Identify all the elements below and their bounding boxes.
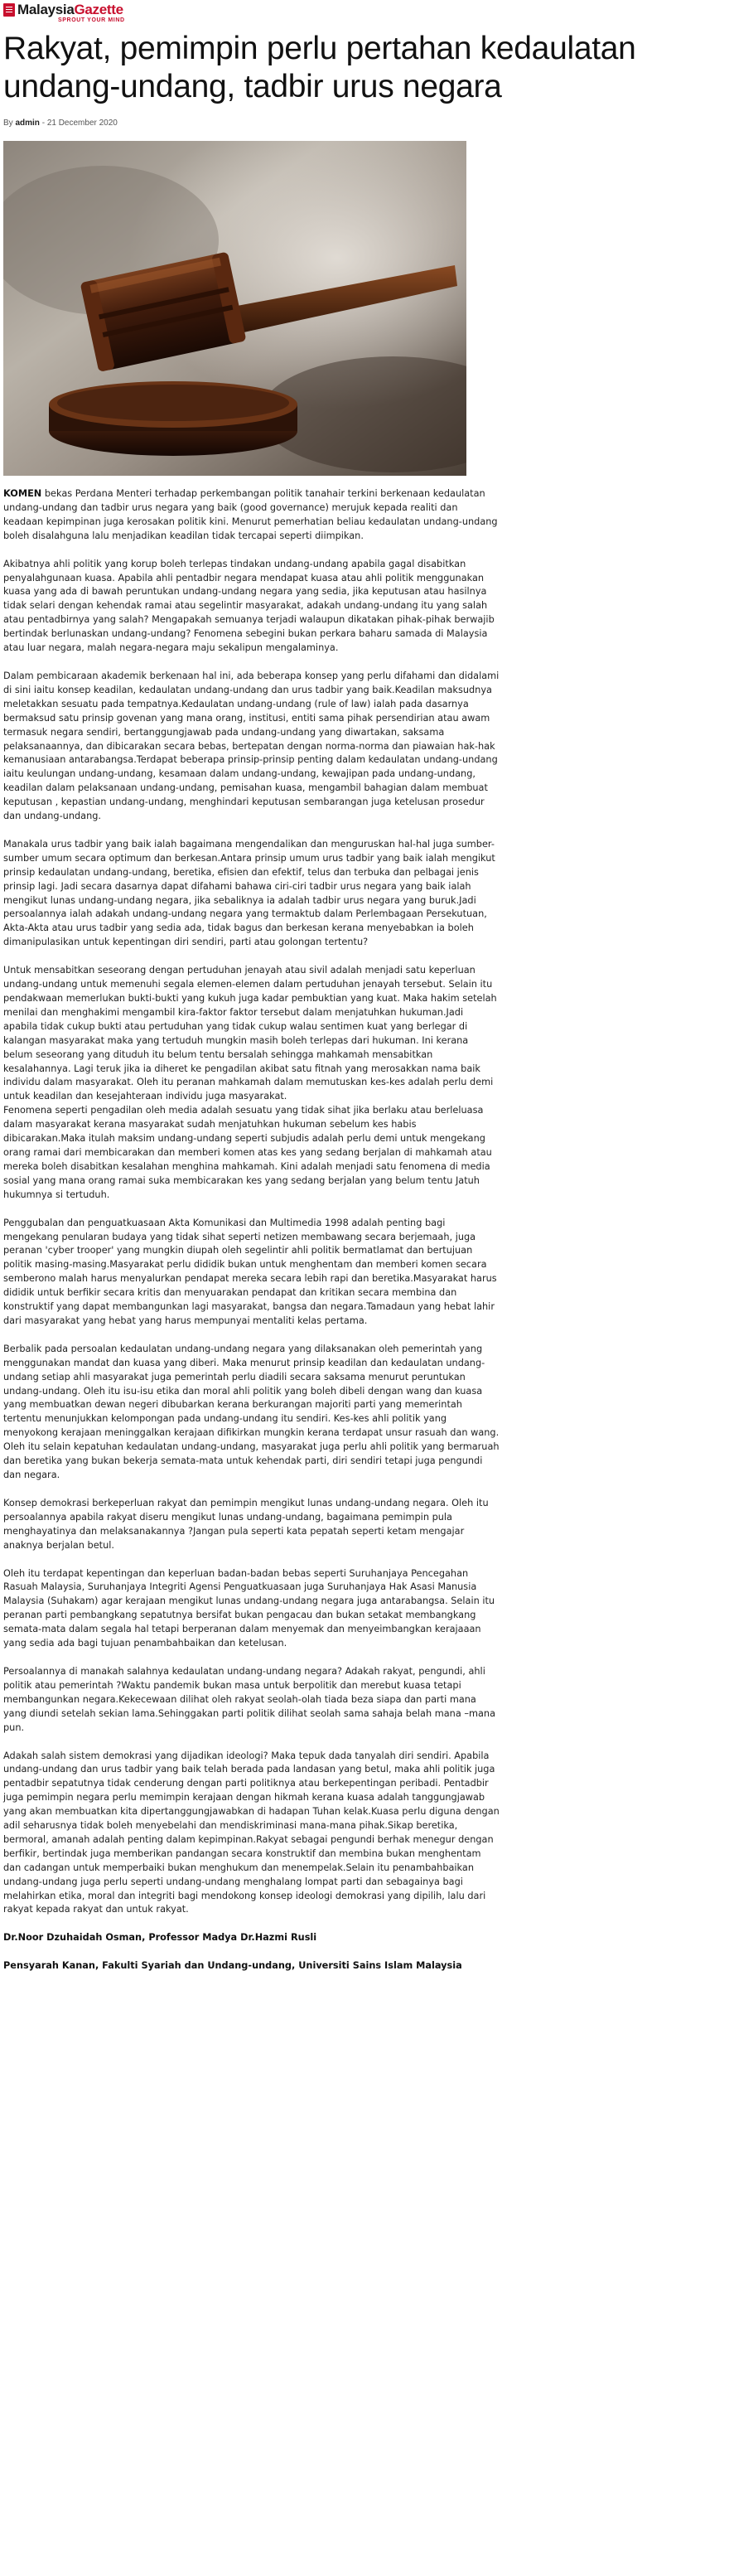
body-paragraph: Adakah salah sistem demokrasi yang dijadikan ideologi? Maka tepuk dada tanyalah diri sendiri. Apabila undang-undang dan urus tadbir yang baik telah berada pada landasan yang betul, maka ahli politik juga pentadbir sepatutnya tidak cenderung dengan parti politiknya atau berkepentingan peribadi. Pentadbir juga pemimpin negara perlu memimpin kerajaan dengan hikmah kerana kuasa adalah tanggungjawab yang akan membuatkan kita dipertanggungjawabkan di hadapan Tuhan kelak.Kuasa perlu diguna dengan adil seharusnya tidak boleh menyebelahi dan mendiskriminasi mana-mana pihak.Sikap beretika, bermoral, amanah adalah penting dalam kepimpinan.Rakyat sebagai pengundi berhak menegur dengan berfikir, bertindak juga memberikan pandangan secara konstruktif dan membina bukan menghentam dan cadangan untuk memperbaiki bukan menghukum dan menempelak.Selain itu penambahbaikan undang-undang juga perlu seperti undang-undang menghalang lompat parti dan sebagainya bagi melahirkan etika, moral dan integriti bagi mendokong konsep ideologi demokrasi yang dipilih, lalu dari rakyat kepada rakyat dan untuk rakyat. [3, 1750, 500, 1915]
body-paragraph: Persoalannya di manakah salahnya kedaulatan undang-undang negara? Adakah rakyat, pengundi, ahli politik atau pemerintah ?Waktu pandemik bukan masa untuk berpolitik dan merebut kuasa tetapi membangunkan negara.Kekecewaan dilihat oleh rakyat seolah-olah tiada beza siapa dan parti mana yang diundi setelah sekian lama.Sehinggakan parti politik dilihat seolah sama sahaja belah mana –mana pun. [3, 1665, 495, 1733]
body-paragraph: Penggubalan dan penguatkuasaan Akta Komunikasi dan Multimedia 1998 adalah penting bagi mengekang penularan budaya yang tidak sihat seperti netizen membawang secara berjemaah, juga peranan 'cyber trooper' yang mungkin diupah oleh segelintir ahli politik bermatlamat dan bertujuan politik masing-masing.Masyarakat perlu dididik bukan untuk menghentam dan memberi komen secara semberono malah harus menyalurkan pendapat mereka secara lebih rapi dan beretika.Masyarakat harus dididik untuk berfikir secara kritis dan menyuarakan pendapat dan kritikan secara membina dan konstruktif yang dapat membangunkan lagi masyarakat, bangsa dan negara.Tamadaun yang hebat lahir dari masyarakat yang hebat yang harus mempunyai mentaliti kelas pertama. [3, 1217, 497, 1326]
author-names: Dr.Noor Dzuhaidah Osman, Professor Madya Dr.Hazmi Rusli [3, 1932, 317, 1944]
byline-prefix: By [3, 119, 13, 128]
article-headline: Rakyat, pemimpin perlu pertahan kedaulatan undang-undang, tadbir urus negara [3, 31, 636, 104]
article-body [3, 487, 500, 1988]
body-paragraph: Untuk mensabitkan seseorang dengan pertuduhan jenayah atau sivil adalah menjadi satu keperluan undang-undang untuk memenuhi segala elemen-elemen dalam pertuduhan jenayah tersebut. Selain itu pendakwaan memerlukan bukti-bukti yang kukuh juga kadar pembuktian yang kuat. Maka hakim setelah menilai dan menghakimi mengambil kira-faktor faktor tersebut dalam menjatuhkan hukuman.Jadi apabila tidak cukup bukti atau pertuduhan yang tidak cukup walau sentimen kuat yang berlegar di kalangan masyarakat maka yang tertuduh mungkin masih boleh terlepas dari hukuman. Ini kerana belum seseorang yang dituduh itu belum tentu bersalah sehingga mahkamah mensabitkan kesalahannya. Lagi teruk jika ia diheret ke pengadilan akibat satu fitnah yang merosakkan nama baik individu dalam masyarakat. Oleh itu peranan mahkamah dalam memutuskan kes-kes adalah perlu demi untuk keadilan dan kesejahteraan individu juga masyarakat. Fenomena seperti pengadilan oleh media adalah sesuatu yang tidak sihat jika berlaku atau berleluasa dalam masyarakat kerana masyarakat sudah menjatuhkan hukuman sebelum kes habis dibicarakan.Maka itulah maksim undang-undang seperti subjudis adalah perlu demi untuk mengekang orang ramai dari membicarakan dan memberi komen atas kes yang sedang berjalan di mahkamah atau mereka boleh disabitkan kesalahan menghina mahkamah. Kini adalah menjadi satu fenomena di media sosial yang mana orang ramai suka membicarakan kes yang sedang berjalan yang belum tentu Jatuh hukumnya si tertuduh. [3, 965, 497, 1200]
lead-paragraph [3, 487, 500, 544]
body-paragraph: Konsep demokrasi berkeperluan rakyat dan pemimpin mengikut lunas undang-undang negara. Oleh itu persoalannya apabila rakyat diseru mengikut lunas undang-undang, bagaimana pemimpin pula menghayatinya dan melaksanakannya ?Jangan pula seperti kata pepatah seperti ketam mengajar anaknya berjalan betul. [3, 1497, 489, 1551]
body-paragraph: Dalam pembicaraan akademik berkenaan hal ini, ada beberapa konsep yang perlu difahami dan didalami di sini iaitu konsep keadilan, kedaulatan undang-undang dan urus tadbir yang baik.Keadilan maksudnya meletakkan sesuatu pada tempatnya.Kedaulatan undang-undang (rule of law) ialah pada dasarnya bermaksud satu prinsip govenan yang mana orang, institusi, entiti sama pihak persendirian atau awam termasuk negara sendiri, bertanggungjawab pada undang-undang yang diwartakan, saksama pelaksanaannya, dan dibicarakan secara bebas, bertepatan dengan norma-norma dan piawaian hak-hak kemanusiaan antarabangsa.Terdapat beberapa prinsip-prinsip penting dalam kedaulatan undang-undang iaitu keulungan undang-undang, kesamaan dalam undang-undang, kewajipan pada undang-undang, keadilan dalam pelaksanaan undang-undang, pemisahan kuasa, mengambil bahagian dalam membuat keputusan , kepastian undang-undang, menghindari keputusan sembarangan juga ketelusan prosedur dan undang-undang. [3, 670, 500, 822]
byline [3, 119, 118, 128]
gavel-image [3, 141, 466, 476]
logo-tagline: SPROUT YOUR MIND [58, 17, 125, 23]
logo-mark-icon [3, 3, 15, 17]
site-logo[interactable] [3, 3, 169, 30]
gavel-illustration [3, 141, 466, 476]
lead-label: KOMEN [3, 488, 42, 499]
body-paragraph: Oleh itu terdapat kepentingan dan keperluan badan-badan bebas seperti Suruhanjaya Pencegahan Rasuah Malaysia, Suruhanjaya Integriti Agensi Penguatkuasaan juga Suruhanjaya Hak Asasi Manusia Malaysia (Suhakam) agar kerajaan mengikut lunas undang-undang negara juga antarabangsa. Selain itu peranan parti pembangkang sepatutnya bersifat bukan pengacau dan bukan setakat membangkang semata-mata dalam segala hal tetapi berperanan dalam menyemak dan menyeimbangkan kerajaaan yang sedia ada bagi tujuan penambahbaikan dan ketelusan. [3, 1567, 495, 1649]
author-affiliation: Pensyarah Kanan, Fakulti Syariah dan Undang-undang, Universiti Sains Islam Malaysia [3, 1960, 462, 1972]
publish-date: 21 December 2020 [46, 119, 118, 128]
body-paragraph: Berbalik pada persoalan kedaulatan undang-undang negara yang dilaksanakan oleh pemerintah yang menggunakan mandat dan kuasa yang diberi. Maka menurut prinsip keadilan dan kedaulatan undang-undang setiap ahli masyarakat juga pemerintah perlu diadili secara saksama menurut peruntukan undang-undang. Oleh itu isu-isu etika dan moral ahli politik yang boleh dibeli dengan wang dan kuasa yang membuatkan dewan negeri dibubarkan kerana berkurangan majoriti parti yang memerintah tertentu menunjukkan kelompongan pada undang-undang itu sendiri. Kes-kes ahli politik yang menyokong kerajaan meninggalkan kerajaan difikirkan mungkin kerana terdapat unsur rasuah dan wang. Oleh itu selain kepatuhan kedaulatan undang-undang, masyarakat juga perlu ahli politik yang bermaruah dan beretika yang bukan bekerja semata-mata untuk kehendak parti, diri sendiri tetapi juga pengundi dan negara. [3, 1343, 500, 1480]
author-link[interactable]: admin [15, 119, 40, 128]
logo-brand-text: MalaysiaGazette [17, 2, 123, 17]
body-paragraph: Akibatnya ahli politik yang korup boleh terlepas tindakan undang-undang apabila gagal disabitkan penyalahgunaan kuasa. Apabila ahli pentadbir negara mendapat kuasa atau ahli politik menggunakan kuasa yang ada di bawah peruntukan undang-undang negara yang sedia, jika keputusan atau hasilnya tidak selari dengan kehendak ramai atau segelintir masyarakat, adakah undang-undang itu yang salah atau pentadbirnya yang salah? Mengapakah semuanya terjadi walaupun dikatakan pihak-pihak berwajib bertindak berlunaskan undang-undang? Fenomena sebegini bukan perkara baharu samada di Malaysia atau luar negara, malah negara-negara maju sekalipun mengalaminya. [3, 558, 495, 654]
byline-separator: - [41, 119, 46, 128]
lead-text: bekas Perdana Menteri terhadap perkembangan politik tanahair terkini berkenaan kedaulatan undang-undang dan tadbir urus negara yang baik (good governance) merujuk kepada realiti dan keadaan kepimpinan juga kerosakan politik kini. Menurut pemerhatian beliau kedaulatan undang-undang boleh disalahguna lalu menjadikan keadilan tidak tercapai seperti diimpikan. [3, 488, 498, 541]
body-paragraph: Manakala urus tadbir yang baik ialah bagaimana mengendalikan dan menguruskan hal-hal juga sumber-sumber umum secara optimum dan berkesan.Antara prinsip umum urus tadbir yang baik ialah mengikut prinsip kedaulatan undang-undang, beretika, efisien dan efektif, telus dan terbuka dan pelbagai jenis prinsip lagi. Jadi secara dasarnya dapat difahami bahawa ciri-ciri tadbir urus negara yang baik ialah mengikut lunas undang-undang negara, jika sebaliknya ia adalah tadbir urus negara yang buruk.Jadi persoalannya ialah adakah undang-undang negara yang termaktub dalam Perlembagaan Persekutuan, Akta-Akta atau urus tadbir yang sedia ada, tidak bagus dan berkesan kerana menyebabkan ia boleh dimanipulasikan untuk kepentingan diri sendiri, parti atau golongan tertentu? [3, 838, 495, 948]
